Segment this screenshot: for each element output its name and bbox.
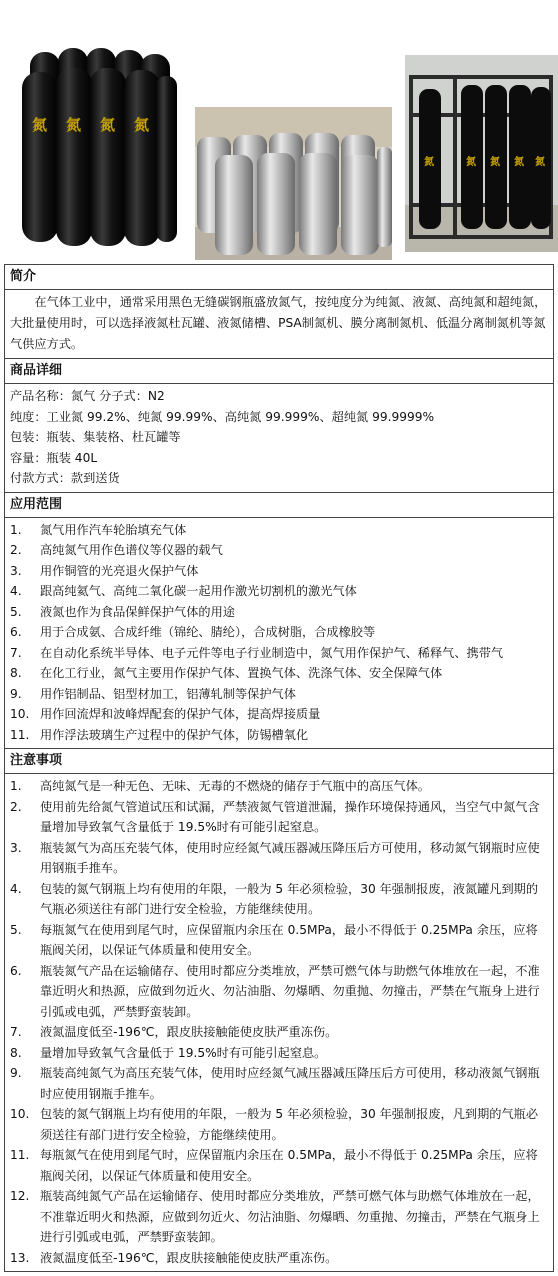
product-photos	[0, 0, 558, 262]
list-item: 5. 液氮也作为食品保鲜保护气体的用途	[10, 604, 235, 619]
precautions-header-cell	[5, 749, 554, 774]
details-title: 商品详细	[10, 363, 63, 378]
list-item: 7. 在自动化系统半导体、电子元件等电子行业制造中，氮气用作保护气、稀释气、携带气	[10, 645, 504, 660]
details-body-cell	[5, 384, 554, 493]
applications-header-cell	[5, 492, 554, 517]
list-item: 2. 高纯氮气用作色谱仪等仪器的载气	[10, 543, 223, 557]
list-item: 6. 用于合成氨、合成纤维（锦纶、腈纶），合成树脂，合成橡胶等	[10, 625, 376, 639]
list-item: 4. 包装的氮气钢瓶上均有使用的年限，一般为 5 年必须检验，30 年强制报废，液氮罐凡到期的气瓶必须送往有部门进行安全检验，方能继续使用。	[10, 881, 539, 916]
list-item: 5. 每瓶氮气在使用到尾气时，应保留瓶内余压在 0.5MPa，最小不得低于 0.25MPa 余压，应将瓶阀关闭，以保证气体质量和使用安全。	[10, 922, 538, 957]
list-item: 6. 瓶装氮气产品在运输储存、使用时都应分类堆放，严禁可燃气体与助燃气体堆放在一起，不准靠近明火和热源，应做到勿近火、勿沾油脂、勿爆晒、勿重抛、勿撞击，严禁在气瓶身上进行引弧或电弧，严禁野蛮装卸。	[10, 963, 540, 1019]
details-header-cell	[5, 359, 554, 384]
precautions-list	[10, 776, 549, 1268]
black-cylinders-photo	[22, 42, 177, 249]
cylinder-label: 氮	[535, 157, 545, 168]
list-item: 13. 液氮温度低至-196℃，跟皮肤接触能使皮肤严重冻伤。	[10, 1250, 338, 1265]
detail-line: 包装：瓶装、集装格、杜瓦罐等	[10, 430, 181, 444]
list-item: 8. 在化工行业，氮气主要用作保护气体、置换气体、洗涤气体、安全保障气体	[10, 666, 443, 680]
list-item: 1. 氮气用作汽车轮胎填充气体	[10, 522, 187, 537]
list-item: 12. 瓶装高纯氮气产品在运输储存、使用时都应分类堆放，严禁可燃气体与助燃气体堆放在一起，不准靠近明火和热源，应做到勿近火、勿沾油脂、勿爆晒、勿重抛、勿撞击，严禁在气瓶身上进行引弧或电弧，严禁野蛮装卸。	[10, 1189, 540, 1244]
cylinder-label: 氮	[424, 157, 434, 168]
cylinder-label: 氮	[100, 116, 116, 134]
precautions-body-cell	[5, 774, 554, 1272]
list-item: 7. 液氮温度低至-196℃，跟皮肤接触能使皮肤严重冻伤。	[10, 1025, 338, 1039]
intro-title: 简介	[10, 269, 37, 284]
list-item: 1. 高纯氮气是一种无色、无味、无毒的不燃烧的储存于气瓶中的高压气体。	[10, 779, 430, 793]
cylinder-label: 氮	[32, 116, 48, 134]
cylinder-rack-photo	[405, 55, 558, 252]
cylinder-label: 氮	[466, 157, 476, 168]
cylinder-label: 氮	[490, 157, 500, 168]
detail-line: 产品名称：氮气 分子式：N2	[10, 389, 165, 403]
detail-line: 容量：瓶装 40L	[10, 450, 98, 465]
intro-header-cell	[5, 265, 554, 290]
applications-body-cell	[5, 517, 554, 749]
list-item: 9. 用作铝制品、铝型材加工，铝薄轧制等保护气体	[10, 686, 296, 701]
list-item: 11. 用作浮法玻璃生产过程中的保护气体，防锡槽氧化	[10, 727, 309, 742]
list-item: 3. 用作铜管的光亮退火保护气体	[10, 563, 199, 578]
detail-line: 付款方式：款到送货	[10, 471, 120, 485]
list-item: 3. 瓶装氮气为高压充装气体，使用时应经氮气减压器减压降压后方可使用，移动氮气钢瓶时应使用钢瓶手推车。	[10, 840, 540, 875]
list-item: 9. 瓶装高纯氮气为高压充装气体，使用时应经氮气减压器减压降压后方可使用，移动液氮气钢瓶时应使用钢瓶手推车。	[10, 1066, 540, 1101]
applications-list	[10, 520, 549, 746]
cylinder-label: 氮	[514, 157, 524, 168]
dewar-tanks-photo	[195, 107, 392, 260]
cylinder-label: 氮	[66, 116, 82, 134]
precautions-title: 注意事项	[10, 753, 63, 768]
list-item: 4. 跟高纯氦气、高纯二氧化碳一起用作激光切割机的激光气体	[10, 584, 357, 598]
product-spec-table	[4, 264, 554, 1272]
detail-line: 纯度：工业氮 99.2%、纯氮 99.99%、高纯氮 99.999%、超纯氮 99.9999%	[10, 409, 435, 424]
list-item: 10. 用作回流焊和波峰焊配套的保护气体，提高焊接质量	[10, 707, 321, 721]
applications-title: 应用范围	[10, 496, 63, 512]
list-item: 8. 量增加导致氧气含量低于 19.5%时有可能引起窒息。	[10, 1045, 327, 1060]
list-item: 11. 每瓶氮气在使用到尾气时，应保留瓶内余压在 0.5MPa，最小不得低于 0.25MPa 余压，应将瓶阀关闭，以保证气体质量和使用安全。	[10, 1148, 538, 1183]
intro-text: 在气体工业中，通常采用黑色无缝碳钢瓶盛放氮气，按纯度分为纯氮、液氮、高纯氮和超纯氮，大批量使用时，可以选择液氮杜瓦罐、液氮储槽、PSA制氮机、膜分离制氮机、低温分离制氮机等氮气供应方式。	[10, 295, 547, 351]
list-item: 2. 使用前先给氮气管道试压和试漏，严禁液氮气管道泄漏，操作环境保持通风，当空气中氮气含量增加导致氧气含量低于 19.5%时有可能引起窒息。	[10, 799, 540, 834]
cylinder-label: 氮	[134, 116, 150, 134]
list-item: 10. 包装的氮气钢瓶上均有使用的年限，一般为 5 年必须检验，30 年强制报废，凡到期的气瓶必须送往有部门进行安全检验，方能继续使用。	[10, 1107, 539, 1142]
intro-body-cell	[5, 290, 554, 359]
